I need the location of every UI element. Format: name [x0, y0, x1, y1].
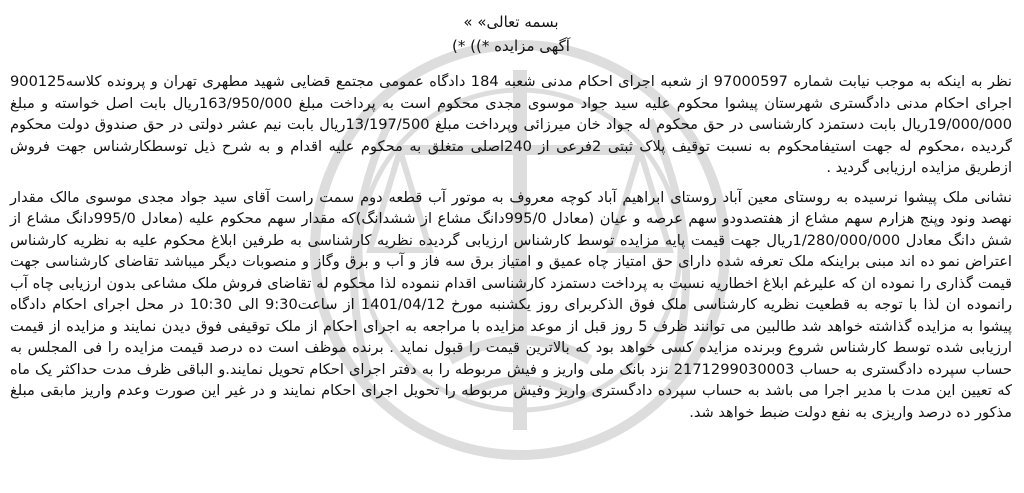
notice-title: آگهی مزایده *)) *) [452, 37, 570, 55]
notice-document [10, 4, 1012, 423]
notice-paragraph-2: نشانی ملک پیشوا نرسیده به روستای معین آباد روستای ابراهیم آباد کوچه معروف به موتور آب قطعه دوم سمت راست آقای سید جواد مجدی موسوی مالک مقدار نهصد ونود وپنج هزارم سهم مشاع از هفتصدودو سهم عرصه و عیان (معادل 995/0دانگ مشاع از ششدانگ)که مقدار سهم محکوم علیه (معادل 995/0دانگ مشاع از شش دانگ معادل 1/280/000/000ریال جهت قیمت پایه مزایده توسط کارشناس ارزیابی گردیده نظریه کارشناسی به طرفین ابلاغ محکوم علیه به نظریه کارشناس اعتراض نمو ده اند مبنی براینکه ملک تعرفه شده دارای حق امتیاز چاه عمیق و امتیاز برق سه فاز و آب و برق وگاز و منصوبات دیگر میباشد تقاضای کارشناسی جهت قیمت گذاری را نموده ان که علیرغم ابلاغ اخطاریه نسبت به پرداخت دستمزد کارشناسی اقدام ننموده لذا محکوم له تقاضای فروش ملک مشاعی بدون ارزیابی چاه آب رانموده ان لذا با توجه به قطعیت نظریه کارشناسی ملک فوق الذکربرای روز یکشنبه مورخ 1401/04/12 از ساعت9:30 الی 10:30 در محل اجرای احکام دادگاه پیشوا به مزایده گذاشته خواهد شد طالبین می توانند ظرف 5 روز قبل از موعد مزایده با مراجعه به اجرای احکام از ملک توقیفی فوق دیدن نمایند و مزایده از قیمت ارزیابی شده توسط کارشناس شروع وبرنده مزایده کسی خواهد بود که بالاترین قیمت را قبول نماید . برنده موظف است ده درصد قیمت مزایده را فی المجلس به حساب سپرده دادگستری به حساب 2171299030003 نزد بانک ملی واریز و فیش مربوطه را به دفتر اجرای احکام تحویل نمایند.و الباقی ظرف مدت حداکثر یک ماه که تعیین این مدت با مدیر اجرا می باشد به حساب سپرده دادگستری واریز وفیش مربوطه را تحویل اجرای احکام نمایند و در غیر این صورت وعدم واریز مابقی مبلغ مذکور ده درصد واریزی به نفع دولت ضبط خواهد شد. [10, 188, 1012, 421]
notice-paragraph-1: نظر به اینکه به موجب نیابت شماره 97000597 از شعبه اجرای احکام مدنی شعبه 184 دادگاه عمومی مجتمع قضایی شهید مطهری تهران و پرونده کلاسه900125 اجرای احکام مدنی دادگستری شهرستان پیشوا محکوم علیه سید جواد موسوی مجدی محکوم است به پرداخت مبلغ 163/950/000ریال بابت اصل خواسته و مبلغ 19/000/000ریال بابت دستمزد کارشناسی در حق محکوم له جواد خان میرزائی وپرداخت مبلغ 13/197/500ریال بابت نیم عشر دولتی در حق صندوق دولت محکوم گردیده ،محکوم له جهت استیفامحکوم به نسبت توقیف پلاک ثبتی 2فرعی از 240اصلی متغلق به محکوم علیه اقدام و به شرح ذیل توسطکارشناس جهت فروش ازطریق مزایده ارزیابی گردید . [10, 73, 1013, 176]
notice-heading-bismillah: بسمه تعالی» » [463, 13, 559, 31]
